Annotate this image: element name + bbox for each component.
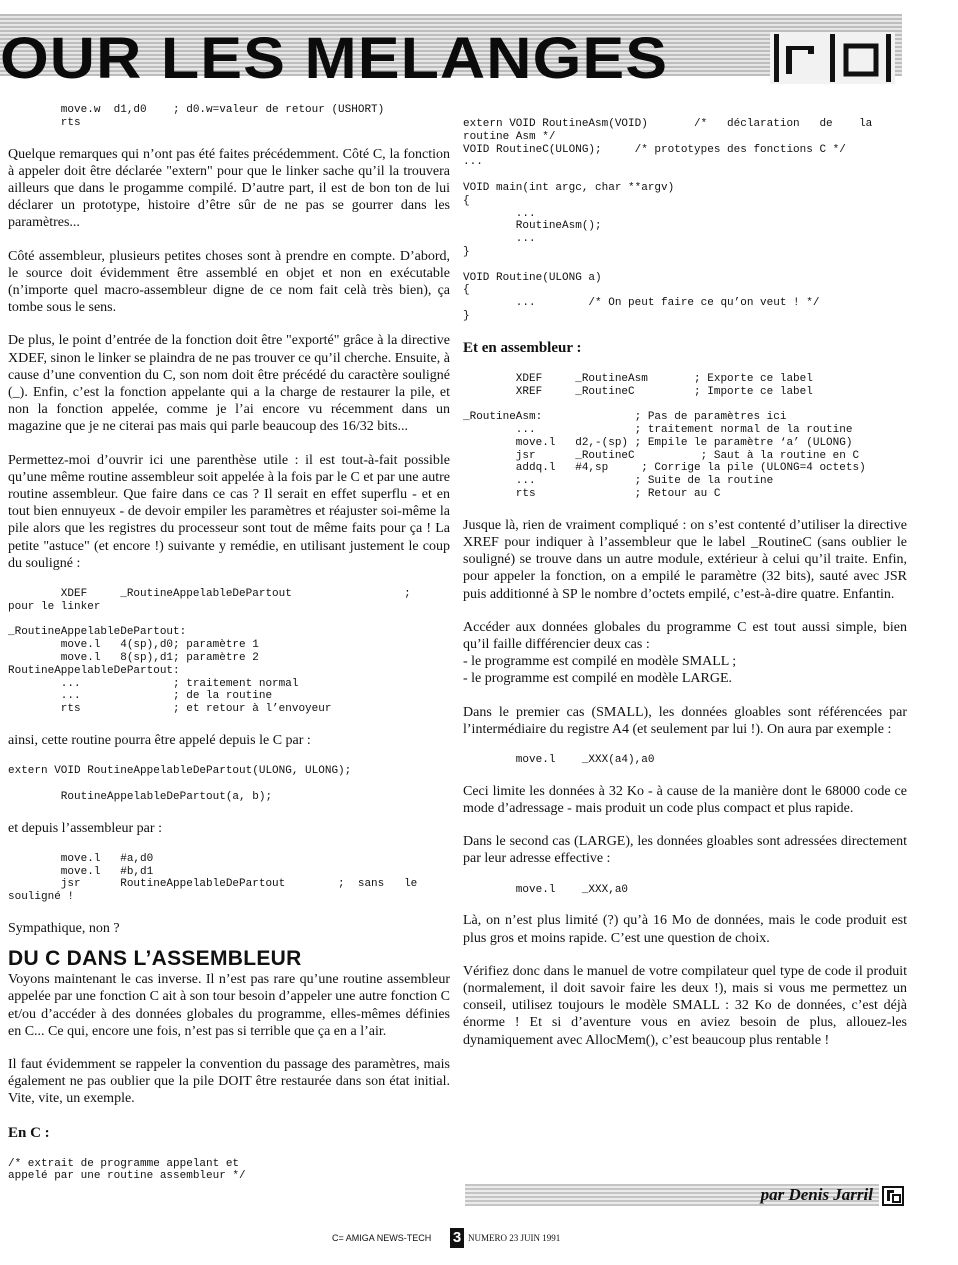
code-block: extern VOID RoutineAsm(VOID) /* déclaration de la routine Asm */ VOID RoutineC(ULONG); /* prototypes des fonctions C */ ... VOID main(int argc, char **argv) { ... RoutineAsm(); ... } VOID Routine(ULONG a) { ... /* On peut faire ce qu’on veut ! */ } <box>463 118 873 322</box>
author-name: par Denis Jarril <box>760 1185 873 1204</box>
paragraph: Il faut évidemment se rappeler la convention du passage des paramètres, mais également ne pas oublier que la pile DOIT être restaurée dans son état initial. Vite, vite, un exemple. <box>8 1057 450 1107</box>
code-block: move.l _XXX(a4),a0 <box>463 753 655 766</box>
page-title: OUR LES MELANGES <box>0 26 669 91</box>
code-block: XDEF _RoutineAppelableDePartout ; pour le linker _RoutineAppelableDePartout: move.l 4(sp),d0; paramètre 1 move.l 8(sp),d1; paramètre 2 RoutineAppelableDePartout: ... ; traitement normal ... ; de la routine rts ; et retour à l’envoyeur <box>8 588 411 716</box>
paragraph: ainsi, cette routine pourra être appelé depuis le C par : <box>8 733 311 749</box>
subheading: En C : <box>8 1124 50 1141</box>
paragraph: Permettez-moi d’ouvrir ici une parenthèse utile : il est tout-à-fait possible qu’une même routine assembleur soit appelée à la fois par le C et par une autre routine assembleur. Que faire dans ce cas ? Il serait en effet superflu - et en tout bien ennuyeux - de devoir empiler les paramètres et réajuster soi-même la pile alors que les registres du processeur sont tout de même faits pour ça ! La petite "astuce" (et encore !) suivante y remédie, en utilisant justement le coup du souligné : <box>8 452 450 571</box>
left-column <box>8 104 450 1183</box>
magazine-logo-icon <box>770 32 895 84</box>
page-number: 3 <box>450 1228 464 1248</box>
section-heading: DU C DANS L’ASSEMBLEUR <box>8 947 302 971</box>
paragraph: Dans le second cas (LARGE), les données gloables sont adressées directement par leur adresse effective : <box>463 834 907 867</box>
code-block: /* extrait de programme appelant et appelé par une routine assembleur */ <box>8 1157 246 1183</box>
subheading: Et en assembleur : <box>463 339 582 356</box>
code-block: move.l _XXX,a0 <box>463 883 629 896</box>
paragraph: Quelque remarques qui n’ont pas été faites précédemment. Côté C, la fonction à appeler doit être déclarée "extern" pour que le linker sache qu’il la trouvera ailleurs que dans le progamme compilé. D’autre part, il est de bon ton de lui déclarer un prototype, histoire d’être sûr de ne pas se gourrer dans les paramètres... <box>8 146 450 231</box>
paragraph: et depuis l’assembleur par : <box>8 820 162 836</box>
issue-label: NUMERO 23 JUIN 1991 <box>468 1233 561 1243</box>
paragraph: Vérifiez donc dans le manuel de votre compilateur quel type de code il produit (normalement, il doit savoir faire les deux !), mais si vous me permettez un conseil, utilisez toujours le modèle SMALL : 32 Ko de données, c’est déjà énorme ! Et si d’aventure vous en aviez besoin de plus, allouez-les dynamiquement avec AllocMem(), c’est beaucoup plus rentable ! <box>463 963 907 1048</box>
paragraph: Voyons maintenant le cas inverse. Il n’est pas rare qu’une routine assembleur appelée par une fonction C ait à son tour besoin d’appeler une autre fonction C et/ou d’accéder à des données globales du programme, elles-mêmes définies en C... Ce qui, encore une fois, n’est pas si terrible que ça en a l’air. <box>8 972 450 1039</box>
code-block: move.w d1,d0 ; d0.w=valeur de retour (USHORT) rts <box>60 104 385 129</box>
paragraph: Sympathique, non ? <box>8 921 120 937</box>
code-block: XDEF _RoutineAsm ; Exporte ce label XREF _RoutineC ; Importe ce label _RoutineAsm: ; Pas de paramètres ici ... ; traitement normal de la routine move.l d2,-(sp) ; Empile le paramètre ‘a’ (ULONG) jsr _RoutineC ; Saut à la routine en C addq.l #4,sp ; Corrige la pile (ULONG=4 octets) ... ; Suite de la routine rts ; Retour au C <box>463 372 866 500</box>
paragraph: Côté assembleur, plusieurs petites choses sont à prendre en compte. D’abord, le source doit évidemment être assemblé en objet et non en exécutable (n’importe quel macro-assembleur digne de ce nom fait celà très bien), ça tombe sous le sens. <box>8 248 450 316</box>
paragraph: Là, on n’est plus limité (?) qu’à 16 Mo de données, mais le code produit est plus gros et moins rapide. C’est une question de choix. <box>463 913 907 946</box>
paragraph: De plus, le point d’entrée de la fonction doit être "exporté" grâce à la directive XDEF, sinon le linker se plaindra de ne pas trouver ce qu’il cherche. Ensuite, à cause d’une convention du C, son nom doit être précédé du caractère souligné (_). Enfin, c’est la fonction appelante qui a la charge de restaurer la pile, et non la fonction appelée, comme je l’ai encore vu récemment dans un magazine que je ne citerai pas mais qui parle beaucoup des 16/32 bits... <box>8 333 450 435</box>
code-block: extern VOID RoutineAppelableDePartout(ULONG, ULONG); RoutineAppelableDePartout(a, b); <box>8 765 352 803</box>
code-block: move.l #a,d0 move.l #b,d1 jsr RoutineAppelableDePartout ; sans le souligné ! <box>8 852 418 904</box>
paragraph: Accéder aux données globales du programme C est tout aussi simple, bien qu’il faille différencier deux cas : - le programme est compilé en modèle SMALL ; - le programme est compilé en modèle LARGE. <box>463 619 907 687</box>
end-mark-icon <box>882 1186 904 1206</box>
paragraph: Jusque là, rien de vraiment compliqué : on s’est contenté d’utiliser la directive XREF pour indiquer à l’assembleur que le label _RoutineC (sans oublier le souligné) se trouve dans un autre module, extérieur à celui qu’il traite. Enfin, pour appeler la fonction, on a empilé le paramètre (32 bits), sauté avec JSR puis additionné à SP le nombre d’octets empilé, c’est-à-dire quatre. Enfantin. <box>463 517 907 602</box>
header-banner <box>0 14 902 91</box>
magazine-name: C= AMIGA NEWS-TECH <box>332 1233 432 1243</box>
paragraph: Ceci limite les données à 32 Ko - à cause de la manière dont le 68000 code ce mode d’adressage - mais produit un code plus compact et plus rapide. <box>463 783 907 816</box>
author-banner <box>465 1184 879 1206</box>
paragraph: Dans le premier cas (SMALL), les données gloables sont référencées par l’intermédiaire du registre A4 (et seulement par lui !). On aura par exemple : <box>463 704 907 737</box>
right-column <box>463 118 907 1049</box>
